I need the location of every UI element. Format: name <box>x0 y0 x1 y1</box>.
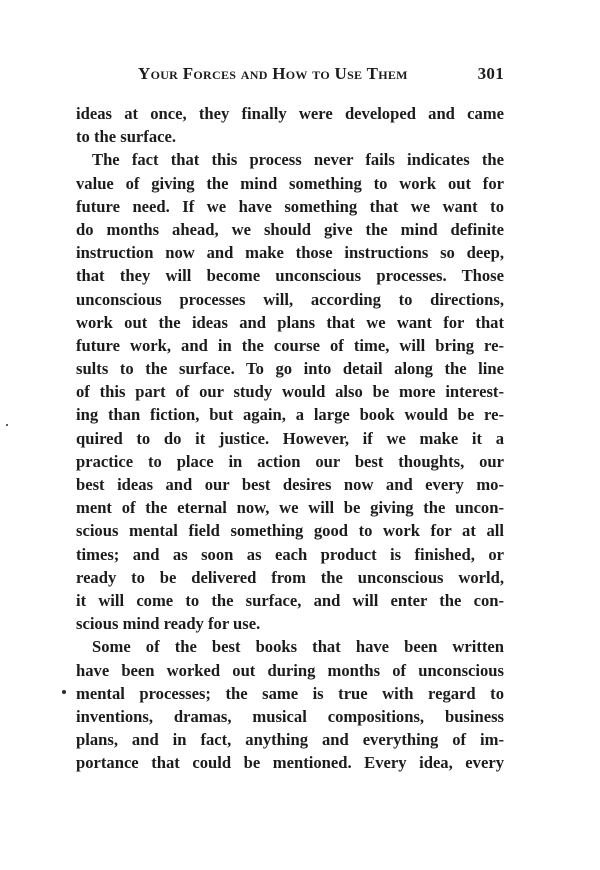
body-text <box>76 102 504 774</box>
text-line: practice to place in action our best thoughts, our <box>76 451 504 471</box>
paragraph-start-line: Some of the best books that have been written <box>92 637 504 657</box>
text-line: that they will become unconscious processes. Those <box>76 266 504 286</box>
text-line: do months ahead, we should give the mind definite <box>76 219 504 239</box>
text-line: inventions, dramas, musical compositions, business <box>76 706 504 726</box>
text-line: mental processes; the same is true with regard to <box>76 683 504 703</box>
text-line: future need. If we have something that we want to <box>76 196 504 216</box>
text-line: portance that could be mentioned. Every idea, every <box>76 753 504 773</box>
text-line: ing than fiction, but again, a large book would be re- <box>76 405 504 425</box>
text-line: sults to the surface. To go into detail along the line <box>76 359 504 379</box>
paragraph-start-line: The fact that this process never fails indicates the <box>92 150 504 170</box>
text-line: ready to be delivered from the unconscious world, <box>76 567 504 587</box>
text-line: to the surface. <box>76 127 176 147</box>
text-line: ment of the eternal now, we will be giving the uncon- <box>76 498 504 518</box>
running-title: Your Forces and How to Use Them <box>138 64 408 83</box>
text-line: scious mental field something good to work for at all <box>76 521 504 541</box>
page-number: 301 <box>477 64 504 83</box>
text-line: best ideas and our best desires now and every mo- <box>76 475 504 494</box>
text-line: unconscious processes will, according to directions, <box>76 289 504 309</box>
margin-speck <box>6 424 8 426</box>
text-line: instruction now and make those instructions so deep, <box>76 243 504 263</box>
text-line: it will come to the surface, and will enter the con- <box>76 590 504 610</box>
text-line: plans, and in fact, anything and everything of im- <box>76 730 504 750</box>
text-line: work out the ideas and plans that we want for that <box>76 312 504 332</box>
text-line: value of giving the mind something to work out for <box>76 173 504 193</box>
text-line: ideas at once, they finally were developed and came <box>76 104 504 123</box>
margin-speck <box>62 690 66 694</box>
text-line: scious mind ready for use. <box>76 614 261 634</box>
text-line: quired to do it justice. However, if we make it a <box>76 428 504 448</box>
text-line: of this part of our study would also be more interest- <box>76 382 504 402</box>
text-line: future work, and in the course of time, will bring re- <box>76 335 504 355</box>
text-line: times; and as soon as each product is finished, or <box>76 544 504 564</box>
running-header <box>138 64 504 86</box>
text-line: have been worked out during months of unconscious <box>76 660 504 680</box>
